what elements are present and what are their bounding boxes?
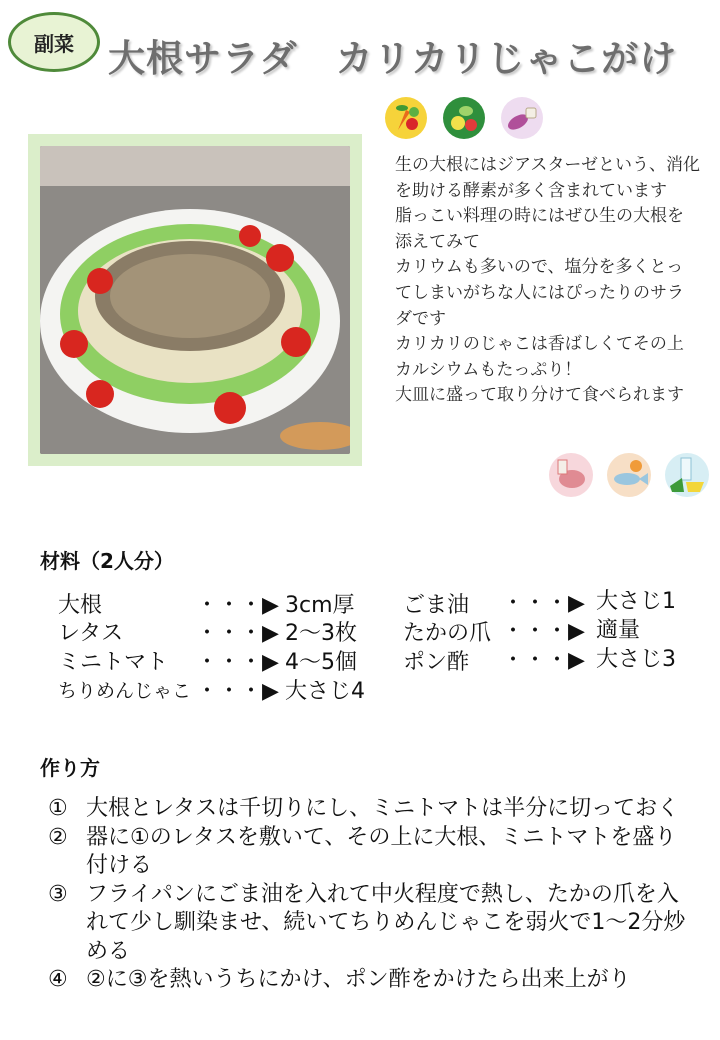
recipe-title: 大根サラダ カリカリじゃこがけ <box>108 37 678 80</box>
ingredient-name: レタス <box>58 621 124 646</box>
description-line: 生の大根にはジアスターゼという、消化を助ける酵素が多く含まれています <box>395 155 700 201</box>
method-step <box>48 881 698 967</box>
ingredient-amount: 2～3枚 <box>285 621 357 646</box>
tuber-category-icon <box>500 96 544 140</box>
step-text: ②に③を熱いうちにかけ、ポン酢をかけたら出来上がり <box>86 967 631 992</box>
salad-photo <box>40 146 350 454</box>
ingredient-amount: 4～5個 <box>285 650 357 675</box>
description-line: 大皿に盛って取り分けて食べられます <box>395 385 684 406</box>
step-text: フライパンにごま油を入れて中火程度で熱し、たかの爪を入れて少し馴染ませ、続いてちりめんじゃこを弱火で1～2分炒める <box>86 881 686 964</box>
method-step <box>48 824 698 881</box>
ingredient-dots: ・・・▶ <box>196 593 279 618</box>
method-heading: 作り方 <box>40 756 100 780</box>
ingredient-dots: ・・・▶ <box>196 650 279 675</box>
fruit-vegetable-category-icon <box>442 96 486 140</box>
ingredient-dots: ・・・▶ <box>502 619 585 644</box>
ingredient-name: たかの爪 <box>403 621 492 646</box>
step-text: 器に①のレタスを敷いて、その上に大根、ミニトマトを盛り付ける <box>86 824 677 878</box>
description-line: 脂っこい料理の時にはぜひ生の大根を添えてみて <box>395 206 684 252</box>
food-group-icons-top <box>384 96 544 140</box>
ingredient-name: ちりめんじゃこ <box>58 680 192 702</box>
description-line: カリカリのじゃこは香ばしくてその上カルシウムもたっぷり！ <box>395 334 684 380</box>
category-badge <box>8 12 100 72</box>
ingredient-name: ミニトマト <box>58 650 169 675</box>
fish-category-icon <box>606 452 652 498</box>
step-number: ③ <box>48 881 68 907</box>
ingredient-dots: ・・・▶ <box>196 621 279 646</box>
vegetable-category-icon <box>384 96 428 140</box>
ingredient-dots: ・・・▶ <box>502 648 585 673</box>
method-step <box>48 966 698 995</box>
step-number: ② <box>48 824 68 850</box>
ingredient-name: 大根 <box>58 593 103 618</box>
ingredient-name: ポン酢 <box>403 650 470 675</box>
ingredients-heading: 材料（2人分） <box>40 549 174 573</box>
step-number: ① <box>48 796 68 821</box>
ingredient-amount: 大さじ3 <box>596 647 676 672</box>
dish-photo-frame <box>28 134 362 466</box>
step-text: 大根とレタスは千切りにし、ミニトマトは半分に切っておく <box>86 796 680 821</box>
method-step <box>48 795 698 824</box>
ingredient-amount: 適量 <box>596 618 641 643</box>
recipe-description <box>395 153 700 409</box>
ingredient-amount: 3cm厚 <box>285 593 355 618</box>
food-group-icons-bottom <box>548 452 710 498</box>
ingredient-name: ごま油 <box>403 593 470 618</box>
dairy-category-icon <box>664 452 710 498</box>
category-badge-label: 副菜 <box>34 31 74 56</box>
ingredient-dots: ・・・▶ <box>196 679 279 704</box>
step-number: ④ <box>48 967 68 992</box>
description-line: カリウムも多いので、塩分を多くとってしまいがちな人にはぴったりのサラダです <box>395 257 684 329</box>
ingredient-amount: 大さじ4 <box>285 679 365 704</box>
salad-illustration <box>40 146 350 454</box>
method-steps <box>48 795 698 995</box>
meat-category-icon <box>548 452 594 498</box>
ingredient-dots: ・・・▶ <box>502 591 585 616</box>
ingredient-amount: 大さじ1 <box>596 589 676 614</box>
